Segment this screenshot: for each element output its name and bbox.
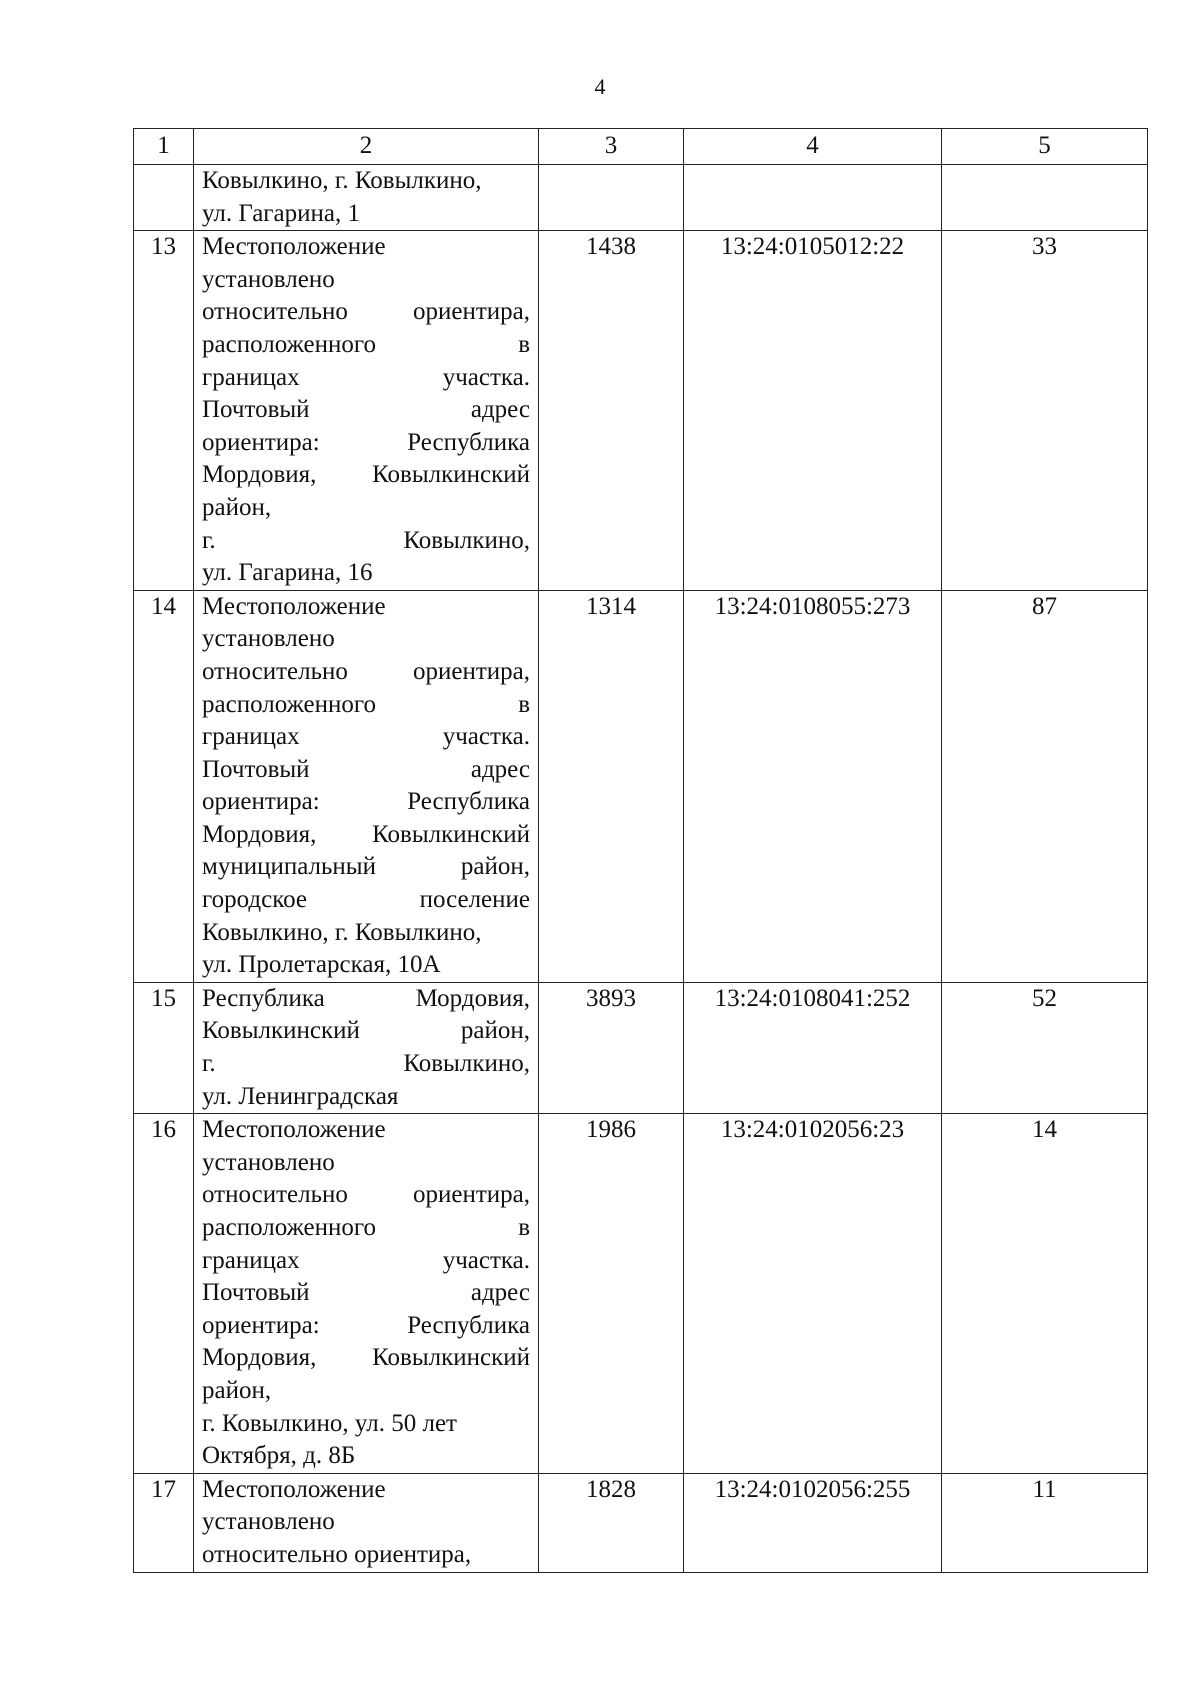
address-line: границах участка. (202, 363, 530, 391)
address-cell (194, 982, 539, 1113)
address-line: установлено (202, 1508, 335, 1536)
address-line: район, (202, 1376, 272, 1404)
row-number-cell: 13 (134, 231, 194, 591)
header-cell-3: 3 (539, 129, 684, 165)
table-header-row (134, 129, 1148, 165)
address-line: Мордовия, Ковылкинский (202, 820, 530, 848)
address-line: расположенного в (202, 690, 530, 718)
header-cell-5: 5 (942, 129, 1148, 165)
address-line: г. Ковылкино, ул. 50 лет (202, 1409, 457, 1437)
area-cell (539, 165, 684, 231)
address-line: Почтовый адрес (202, 755, 530, 783)
address-line: расположенного в (202, 1214, 530, 1241)
address-line: Местоположение (202, 233, 386, 261)
cadastral-number-cell: 13:24:0108055:273 (684, 590, 942, 982)
row-number-cell: 16 (134, 1114, 194, 1474)
value-cell: 52 (942, 982, 1148, 1113)
area-cell: 1314 (539, 590, 684, 982)
header-cell-2: 2 (194, 129, 539, 165)
address-line: ориентира: Республика (202, 428, 530, 456)
table-row (134, 165, 1148, 231)
address-line: Октября, д. 8Б (202, 1442, 356, 1470)
address-line: Почтовый адрес (202, 396, 530, 424)
land-plots-table (133, 128, 1148, 1573)
address-line: Местоположение (202, 1116, 386, 1144)
address-line: муниципальный район, (202, 853, 530, 881)
cadastral-number-cell: 13:24:0102056:23 (684, 1114, 942, 1474)
address-line: границах участка. (202, 723, 530, 751)
address-line: ул. Гагарина, 16 (202, 559, 373, 587)
address-line: Местоположение (202, 592, 386, 620)
cadastral-number-cell: 13:24:0108041:252 (684, 982, 942, 1113)
address-line: ориентира: Республика (202, 1311, 530, 1339)
address-line: г. Ковылкино, (202, 1050, 530, 1078)
address-line: Ковылкинский район, (202, 1017, 530, 1045)
address-line: Почтовый адрес (202, 1279, 530, 1307)
header-cell-4: 4 (684, 129, 942, 165)
address-cell (194, 590, 539, 982)
table-body (134, 129, 1148, 1573)
address-line: Ковылкино, г. Ковылкино, (202, 918, 482, 946)
address-line: Республика Мордовия, (202, 984, 530, 1012)
address-line: городское поселение (202, 886, 530, 914)
value-cell: 11 (942, 1473, 1148, 1572)
address-line: расположенного в (202, 330, 530, 358)
table-row (134, 982, 1148, 1113)
cadastral-number-cell (684, 165, 942, 231)
address-line: ориентира: Республика (202, 788, 530, 816)
address-cell (194, 1114, 539, 1474)
address-line: границах участка. (202, 1246, 530, 1274)
area-cell: 1986 (539, 1114, 684, 1474)
address-line: Мордовия, Ковылкинский (202, 1344, 530, 1372)
address-cell (194, 1473, 539, 1572)
value-cell: 14 (942, 1114, 1148, 1474)
value-cell: 33 (942, 231, 1148, 591)
address-line: относительно ориентира, (202, 1540, 472, 1568)
value-cell: 87 (942, 590, 1148, 982)
row-number-cell: 17 (134, 1473, 194, 1572)
value-cell (942, 165, 1148, 231)
address-line: г. Ковылкино, (202, 526, 530, 554)
address-line: ул. Гагарина, 1 (202, 199, 361, 227)
address-line: ул. Пролетарская, 10А (202, 951, 441, 979)
table-row (134, 1114, 1148, 1474)
address-line: Ковылкино, г. Ковылкино, (202, 167, 482, 194)
address-line: Мордовия, Ковылкинский (202, 461, 530, 489)
address-line: относительно ориентира, (202, 657, 530, 685)
area-cell: 3893 (539, 982, 684, 1113)
address-cell (194, 231, 539, 591)
row-number-cell: 14 (134, 590, 194, 982)
address-line: Местоположение (202, 1475, 386, 1503)
cadastral-number-cell: 13:24:0105012:22 (684, 231, 942, 591)
address-line: установлено (202, 265, 335, 293)
cadastral-number-cell: 13:24:0102056:255 (684, 1473, 942, 1572)
address-line: относительно ориентира, (202, 298, 530, 326)
table-row (134, 1473, 1148, 1572)
table-row (134, 231, 1148, 591)
address-line: установлено (202, 1148, 335, 1176)
address-cell (194, 165, 539, 231)
row-number-cell (134, 165, 194, 231)
address-line: ул. Ленинградская (202, 1082, 399, 1110)
address-line: район, (202, 493, 272, 521)
address-line: относительно ориентира, (202, 1181, 530, 1209)
area-cell: 1438 (539, 231, 684, 591)
address-line: установлено (202, 625, 335, 653)
table-row (134, 590, 1148, 982)
header-cell-1: 1 (134, 129, 194, 165)
row-number-cell: 15 (134, 982, 194, 1113)
area-cell: 1828 (539, 1473, 684, 1572)
page-number: 4 (594, 74, 606, 99)
